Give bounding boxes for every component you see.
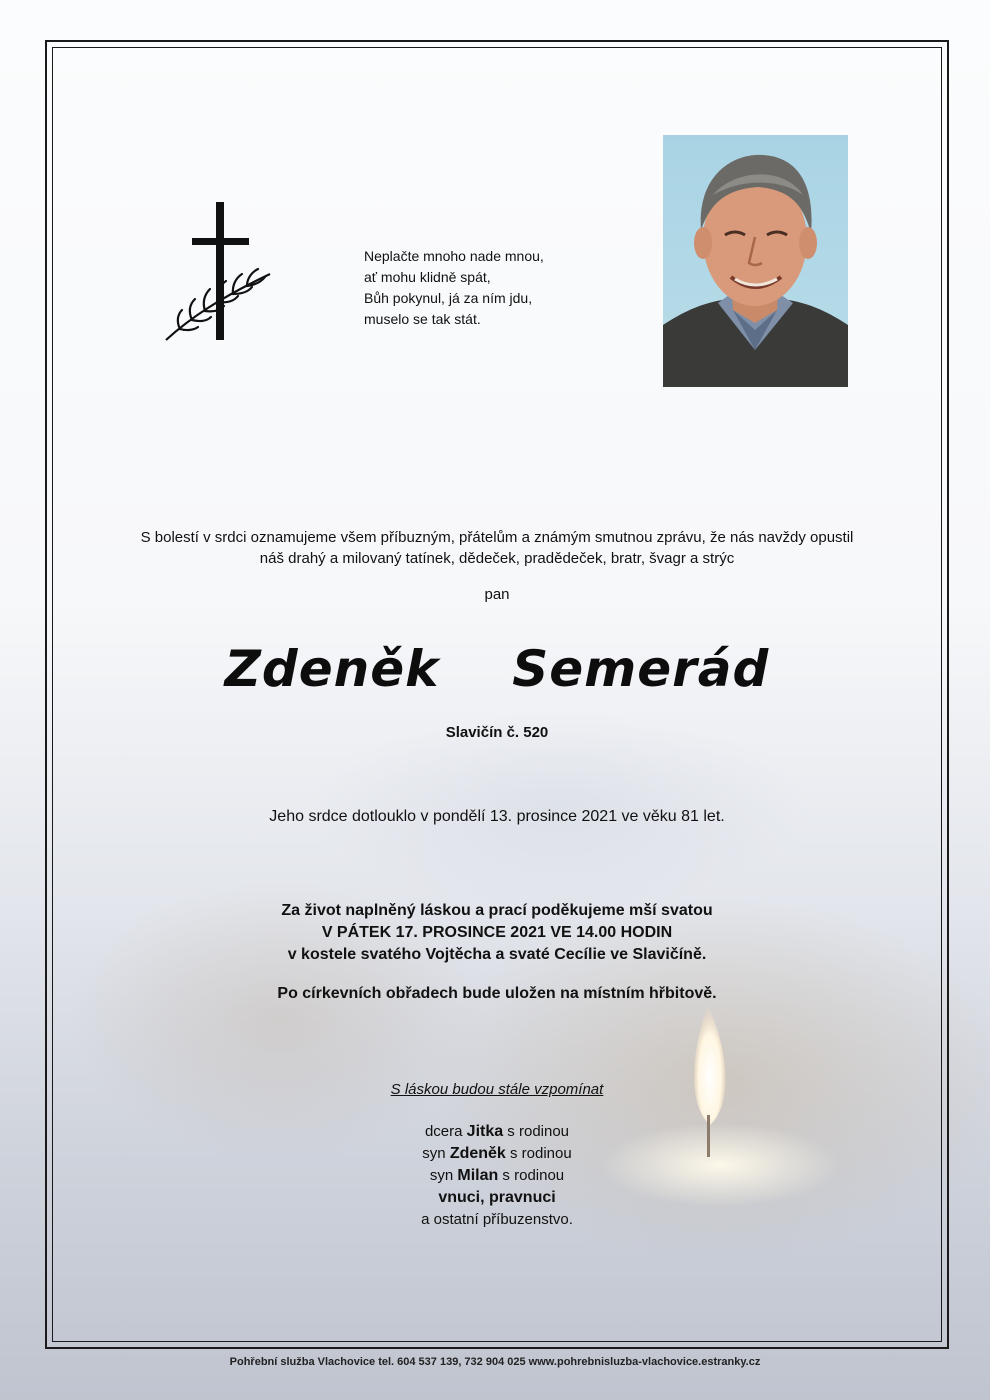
relation: syn bbox=[429, 1167, 458, 1184]
funeral-service-footer: Pohřební služba Vlachovice tel. 604 537 139, 732 904 025 www.pohrebnisluzba-vlachovice.estranky.cz bbox=[229, 1356, 761, 1368]
portrait-illustration bbox=[663, 135, 848, 387]
relation: a ostatní příbuzenstvo. bbox=[421, 1211, 573, 1228]
cross-with-palm-icon bbox=[160, 200, 280, 345]
memorial-poem bbox=[364, 246, 624, 330]
intro-line: S bolestí v srdci oznamujeme všem příbuzným, přátelům a známým smutnou zprávu, že nás navždy opustil bbox=[140, 529, 854, 546]
intro-line: náš drahý a milovaný tatínek, dědeček, pradědeček, bratr, švagr a strýc bbox=[259, 550, 735, 567]
mourner-row bbox=[52, 1121, 942, 1143]
ceremony-date: V PÁTEK 17. PROSINCE 2021 VE 14.00 HODIN bbox=[321, 924, 673, 941]
mourner-name: Milan bbox=[457, 1167, 499, 1184]
suffix: s rodinou bbox=[505, 1145, 572, 1162]
announcement-intro bbox=[52, 527, 942, 569]
mourners-heading: S láskou budou stále vzpomínat bbox=[390, 1081, 604, 1098]
mourner-row bbox=[52, 1187, 942, 1209]
salutation: pan bbox=[484, 586, 510, 603]
poem-line: muselo se tak stát. bbox=[364, 311, 481, 327]
mourner-name: vnuci, pravnuci bbox=[438, 1189, 556, 1206]
suffix: s rodinou bbox=[498, 1167, 565, 1184]
mourners-list bbox=[52, 1121, 942, 1231]
mourner-row bbox=[52, 1143, 942, 1165]
mourner-row bbox=[52, 1165, 942, 1187]
deceased-name: Zdeněk Semerád bbox=[224, 640, 770, 698]
relation: dcera bbox=[424, 1123, 467, 1140]
mourner-name: Jitka bbox=[466, 1123, 504, 1140]
poem-line: Neplačte mnoho nade mnou, bbox=[364, 248, 544, 264]
poem-line: Bůh pokynul, já za ním jdu, bbox=[364, 290, 533, 306]
mourner-name: Zdeněk bbox=[449, 1145, 506, 1162]
mourner-row bbox=[52, 1209, 942, 1231]
deceased-address: Slavičín č. 520 bbox=[445, 724, 549, 741]
burial-notice: Po církevních obřadech bude uložen na místním hřbitově. bbox=[277, 985, 717, 1002]
portrait-photo bbox=[663, 135, 848, 387]
ceremony-line: Za život naplněný láskou a prací poděkujeme mší svatou bbox=[281, 902, 713, 919]
suffix: s rodinou bbox=[503, 1123, 570, 1140]
relation: syn bbox=[422, 1145, 450, 1162]
death-notice: Jeho srdce dotlouklo v pondělí 13. prosince 2021 ve věku 81 let. bbox=[269, 808, 725, 825]
ceremony-location: v kostele svatého Vojtěcha a svaté Cecílie ve Slavičíně. bbox=[287, 946, 707, 963]
ceremony-details bbox=[52, 900, 942, 966]
poem-line: ať mohu klidně spát, bbox=[364, 269, 491, 285]
